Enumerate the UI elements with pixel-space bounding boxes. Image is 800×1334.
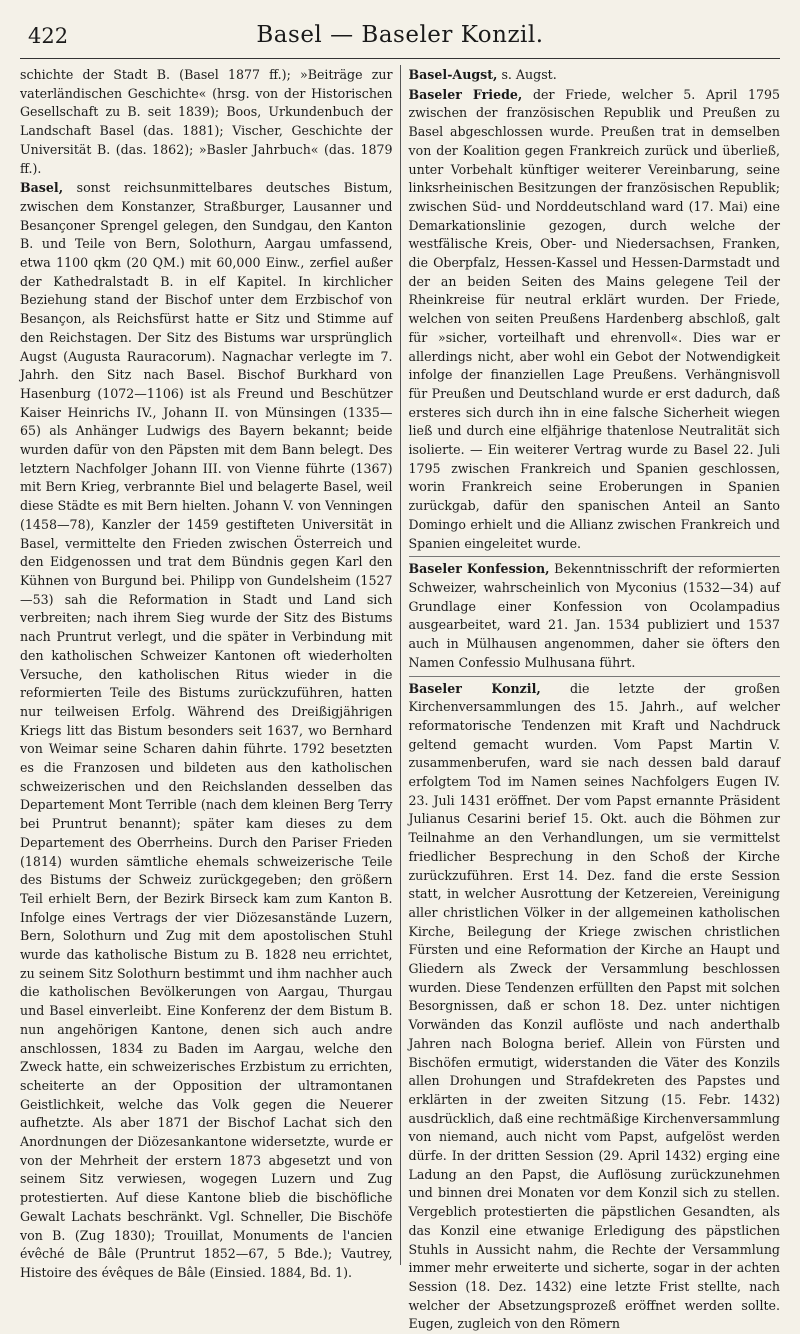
entry-basel bbox=[20, 179, 393, 1282]
entry-text: der Friede, welcher 5. April 1795 zwischen der französischen Republik und Preußen zu Basel abgeschlossen wurde. Preußen trat in demselben von der Koalition gegen Frankreich zurück und überließ, unter Vorbehalt künftiger weiterer Vereinbarung, seine linksrheinischen Besitzungen der französischen Republik; zwischen Süd- und Norddeutschland ward (17. Mai) eine Demarkationslinie gezogen, durch welche der westfälische Kreis, Ober- und Niedersachsen, Franken, die Oberpfalz, Hessen-Kassel und Hessen-Darmstadt und der an beiden Seiten des Mains gelegene Teil der Rheinkreise für neutral erklärt wurden. Der Friede, welchen von seiten Preußens Hardenberg abschloß, galt für »sicher, vorteilhaft und ehrenvoll«. Dies war er allerdings nicht, aber wohl ein Gebot der Notwendigkeit infolge der finanziellen Lage Preußens. Verhängnisvoll für Preußen und Deutschland wurde er erst dadurch, daß ersteres sich durch ihn in eine falsche Sicherheit wiegen ließ und durch eine elfjährige thatenlose Neutralität sich isolierte. — Ein weiterer Vertrag wurde zu Basel 22. Juli 1795 zwischen Frankreich und Spanien geschlossen, worin Frankreich seine Eroberungen in Spanien zurückgab, dafür den spanischen Anteil an Santo Domingo erhielt und die Allianz zwischen Frankreich und Spanien eingeleitet wurde. bbox=[409, 87, 781, 551]
entry-lemma: Baseler Friede, bbox=[409, 87, 523, 102]
page-header bbox=[20, 20, 780, 59]
entry-baseler-konfession bbox=[409, 556, 781, 672]
entry-lemma: Baseler Konzil, bbox=[409, 681, 541, 696]
entry-lemma: Baseler Konfession, bbox=[409, 561, 550, 576]
entry-text: Bekenntnisschrift der reformierten Schweizer, wahrscheinlich von Myconius (1532—34) auf Grundlage einer Konfession von Ocolampadius ausgearbeitet, ward 21. Jan. 1534 publiziert und 1537 auch in Mülhausen angenommen, daher sie öfters den Namen Confessio Mulhusana führt. bbox=[409, 561, 781, 670]
entry-baseler-konzil bbox=[409, 676, 781, 1334]
text-columns bbox=[20, 65, 780, 1265]
right-column bbox=[403, 65, 781, 1265]
entry-lemma: Basel-Augst, bbox=[409, 67, 498, 82]
entry-baseler-friede bbox=[409, 86, 781, 554]
entry-text: schichte der Stadt B. (Basel 1877 ff.); »Beiträge zur vaterländischen Geschichte« (hrsg. von der Historischen Gesellschaft zu B. seit 1839); Boos, Urkundenbuch der Landschaft Basel (das. 1881); Vischer, Geschichte der Universität B. (das. 1862); »Basler Jahrbuch« (das. 1879 ff.). bbox=[20, 67, 393, 176]
running-title: Basel — Baseler Konzil. bbox=[20, 22, 780, 48]
entry-lemma: Basel, bbox=[20, 180, 63, 195]
entry-continuation bbox=[20, 66, 393, 178]
entry-text: sonst reichsunmittelbares deutsches Bistum, zwischen dem Konstanzer, Straßburger, Lausanner und Besançoner Sprengel gelegen, den Sundgau, den Kanton B. und Teile von Bern, Solothurn, Aargau umfassend, etwa 1100 qkm (20 QM.) mit 60,000 Einw., zerfiel außer der Kathedralstadt B. in elf Kapitel. In kirchlicher Beziehung stand der Bischof unter dem Erzbischof von Besançon, als Reichsfürst hatte er Sitz und Stimme auf den Reichstagen. Der Sitz des Bistums war ursprünglich Augst (Augusta Rauracorum). Nagnachar verlegte im 7. Jahrh. den Sitz nach Basel. Bischof Burkhard von Hasenburg (1072—1106) ist als Freund und Beschützer Kaiser Heinrichs IV., Johann II. von Münsingen (1335—65) als Anhänger Ludwigs des Bayern bekannt; beide wurden dafür von den Päpsten mit dem Bann belegt. Des letztern Nachfolger Johann III. von Vienne führte (1367) mit Bern Krieg, verbrannte Biel und belagerte Basel, weil diese Städte es mit Bern hielten. Johann V. von Venningen (1458—78), Kanzler der 1459 gestifteten Universität in Basel, vermittelte den Frieden zwischen Österreich und den Eidgenossen und trat dem Bündnis gegen Karl den Kühnen von Burgund bei. Philipp von Gundelsheim (1527—53) sah die Reformation in Stadt und Land sich verbreiten; nach ihrem Sieg wurde der Sitz des Bistums nach Pruntrut verlegt, und die später in Verbindung mit den katholischen Schweizer Kantonen oft wiederholten Versuche, den katholischen Ritus wieder in die reformierten Teile des Bistums zurückzuführen, hatten nur teilweisen Erfolg. Während des Dreißigjährigen Kriegs litt das Bistum besonders seit 1637, wo Bernhard von Weimar seine Scharen dahin führte. 1792 besetzten es die Franzosen und bildeten aus den katholischen schweizerischen und den Reichslanden desselben das Departement Mont Terrible (nach dem kleinen Berg Terry bei Pruntrut benannt); später kam dieses zu dem Departement des Oberrheins. Durch den Pariser Frieden (1814) wurden sämtliche ehemals schweizerische Teile des Bistums der Schweiz zurückgegeben; den größern Teil erhielt Bern, der Bezirk Birseck kam zum Kanton B. Infolge eines Vertrags der vier Diözesanstände Luzern, Bern, Solothurn und Zug mit dem apostolischen Stuhl wurde das katholische Bistum zu B. 1828 neu errichtet, zu seinem Sitz Solothurn bestimmt und ihm nachher auch die katholischen Bevölkerungen von Aargau, Thurgau und Basel einverleibt. Eine Konferenz der dem Bistum B. nun angehörigen Kantone, denen sich auch andre anschlossen, 1834 zu Baden im Aargau, welche den Zweck hatte, ein schweizerisches Erzbistum zu errichten, scheiterte an der Opposition der ultramontanen Geistlichkeit, welche das Volk gegen die Neuerer aufhetzte. Als aber 1871 der Bischof Lachat sich den Anordnungen der Diözesankantone widersetzte, wurde er von der Mehrheit der erstern 1873 abgesetzt und von seinem Sitz verwiesen, wogegen Luzern und Zug protestierten. Auf diese Kantone blieb die bischöfliche Gewalt Lachats beschränkt. Vgl. Schneller, Die Bischöfe von B. (Zug 1830); Trouillat, Monuments de l'ancien évêché de Bâle (Pruntrut 1852—67, 5 Bde.); Vautrey, Histoire des évêques de Bâle (Einsied. 1884, Bd. 1). bbox=[20, 180, 393, 1280]
page-number: 422 bbox=[28, 24, 68, 48]
entry-text: s. Augst. bbox=[497, 67, 556, 82]
entry-basel-augst bbox=[409, 66, 781, 85]
entry-text: die letzte der großen Kirchenversammlungen des 15. Jahrh., auf welcher reformatorische Tendenzen mit Kraft und Nachdruck geltend gemacht wurden. Vom Papst Martin V. zusammenberufen, ward sie nach dessen bald darauf erfolgtem Tod im Namen seines Nachfolgers Eugen IV. 23. Juli 1431 eröffnet. Der vom Papst ernannte Präsident Julianus Cesarini berief 15. Okt. auch die Böhmen zur Teilnahme an den Verhandlungen, um sie vermittelst friedlicher Besprechung in den Schoß der Kirche zurückzuführen. Erst 14. Dez. fand die erste Session statt, in welcher Ausrottung der Ketzereien, Vereinigung aller christlichen Völker in der allgemeinen katholischen Kirche, Beilegung der Kriege zwischen christlichen Fürsten und eine Reformation der Kirche an Haupt und Gliedern als Zweck der Versammlung beschlossen wurden. Diese Tendenzen erfüllten den Papst mit solchen Besorgnissen, daß er schon 18. Dez. unter nichtigen Vorwänden das Konzil auflöste und nach anderthalb Jahren nach Bologna berief. Allein von Fürsten und Bischöfen ermutigt, widerstanden die Väter des Konzils allen Drohungen und Strafdekreten des Papstes und erklärten in der zweiten Sitzung (15. Febr. 1432) ausdrücklich, daß eine rechtmäßige Kirchenversammlung von niemand, auch nicht vom Papst, aufgelöst werden dürfe. In der dritten Session (29. April 1432) erging eine Ladung an den Papst, die Auflösung zurückzunehmen und binnen drei Monaten vor dem Konzil sich zu stellen. Vergeblich protestierten die päpstlichen Gesandten, als das Konzil eine etwanige Erledigung des päpstlichen Stuhls in Aussicht nahm, die Rechte der Versammlung immer mehr erweiterte und sicherte, sogar in der achten Session (18. Dez. 1432) eine letzte Frist stellte, nach welcher der Absetzungsprozeß eröffnet werden sollte. Eugen, zugleich von den Römern bbox=[409, 681, 781, 1332]
left-column bbox=[20, 65, 398, 1265]
column-divider bbox=[400, 65, 401, 1265]
